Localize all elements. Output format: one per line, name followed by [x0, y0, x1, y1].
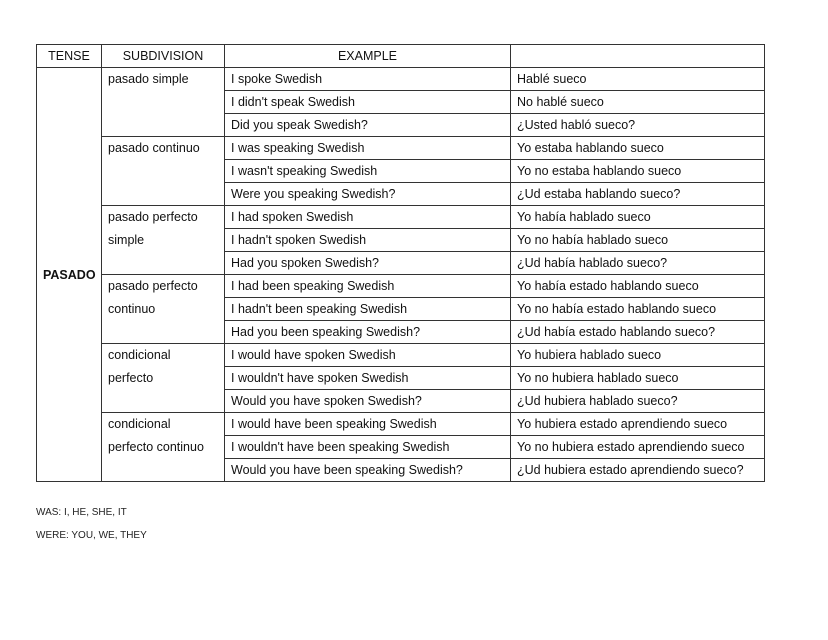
translation-cell: ¿Ud había estado hablando sueco? — [511, 321, 765, 344]
note-was: WAS: I, HE, SHE, IT — [36, 507, 127, 518]
translation-cell: No hablé sueco — [511, 91, 765, 114]
subdivision-cell: condicional perfecto continuo — [102, 413, 225, 482]
table-row — [37, 68, 765, 91]
example-cell: Had you spoken Swedish? — [225, 252, 511, 275]
translation-cell: Yo no hubiera hablado sueco — [511, 367, 765, 390]
subdivision-cell: pasado continuo — [102, 137, 225, 206]
table-row — [37, 206, 765, 229]
table-row — [37, 344, 765, 367]
header-tense: TENSE — [37, 45, 102, 68]
table-row — [37, 275, 765, 298]
translation-cell: Yo hubiera estado aprendiendo sueco — [511, 413, 765, 436]
example-cell: I hadn't spoken Swedish — [225, 229, 511, 252]
translation-cell: Hablé sueco — [511, 68, 765, 91]
translation-cell: Yo no había estado hablando sueco — [511, 298, 765, 321]
translation-cell: Yo no había hablado sueco — [511, 229, 765, 252]
example-cell: I hadn't been speaking Swedish — [225, 298, 511, 321]
subdivision-cell: condicional perfecto — [102, 344, 225, 413]
tense-cell: PASADO — [37, 68, 102, 482]
table-body — [37, 68, 765, 482]
translation-cell: ¿Ud hubiera hablado sueco? — [511, 390, 765, 413]
translation-cell: Yo estaba hablando sueco — [511, 137, 765, 160]
example-cell: Would you have spoken Swedish? — [225, 390, 511, 413]
translation-cell: Yo no hubiera estado aprendiendo sueco — [511, 436, 765, 459]
example-cell: Did you speak Swedish? — [225, 114, 511, 137]
example-cell: I would have spoken Swedish — [225, 344, 511, 367]
translation-cell: Yo había estado hablando sueco — [511, 275, 765, 298]
header-translation — [511, 45, 765, 68]
translation-cell: ¿Ud hubiera estado aprendiendo sueco? — [511, 459, 765, 482]
note-were: WERE: YOU, WE, THEY — [36, 530, 147, 541]
translation-cell: ¿Ud había hablado sueco? — [511, 252, 765, 275]
translation-cell: Yo hubiera hablado sueco — [511, 344, 765, 367]
translation-cell: ¿Usted habló sueco? — [511, 114, 765, 137]
example-cell: I wasn't speaking Swedish — [225, 160, 511, 183]
example-cell: I wouldn't have spoken Swedish — [225, 367, 511, 390]
example-cell: I wouldn't have been speaking Swedish — [225, 436, 511, 459]
tense-table — [36, 44, 765, 482]
example-cell: I spoke Swedish — [225, 68, 511, 91]
header-example: EXAMPLE — [225, 45, 511, 68]
translation-cell: ¿Ud estaba hablando sueco? — [511, 183, 765, 206]
table-row — [37, 413, 765, 436]
example-cell: I would have been speaking Swedish — [225, 413, 511, 436]
translation-cell: Yo había hablado sueco — [511, 206, 765, 229]
subdivision-cell: pasado simple — [102, 68, 225, 137]
example-cell: I had spoken Swedish — [225, 206, 511, 229]
example-cell: Had you been speaking Swedish? — [225, 321, 511, 344]
example-cell: I didn't speak Swedish — [225, 91, 511, 114]
subdivision-cell: pasado perfecto continuo — [102, 275, 225, 344]
translation-cell: Yo no estaba hablando sueco — [511, 160, 765, 183]
header-row — [37, 45, 765, 68]
table-row — [37, 137, 765, 160]
example-cell: I had been speaking Swedish — [225, 275, 511, 298]
header-subdivision: SUBDIVISION — [102, 45, 225, 68]
example-cell: Were you speaking Swedish? — [225, 183, 511, 206]
example-cell: Would you have been speaking Swedish? — [225, 459, 511, 482]
subdivision-cell: pasado perfecto simple — [102, 206, 225, 275]
example-cell: I was speaking Swedish — [225, 137, 511, 160]
